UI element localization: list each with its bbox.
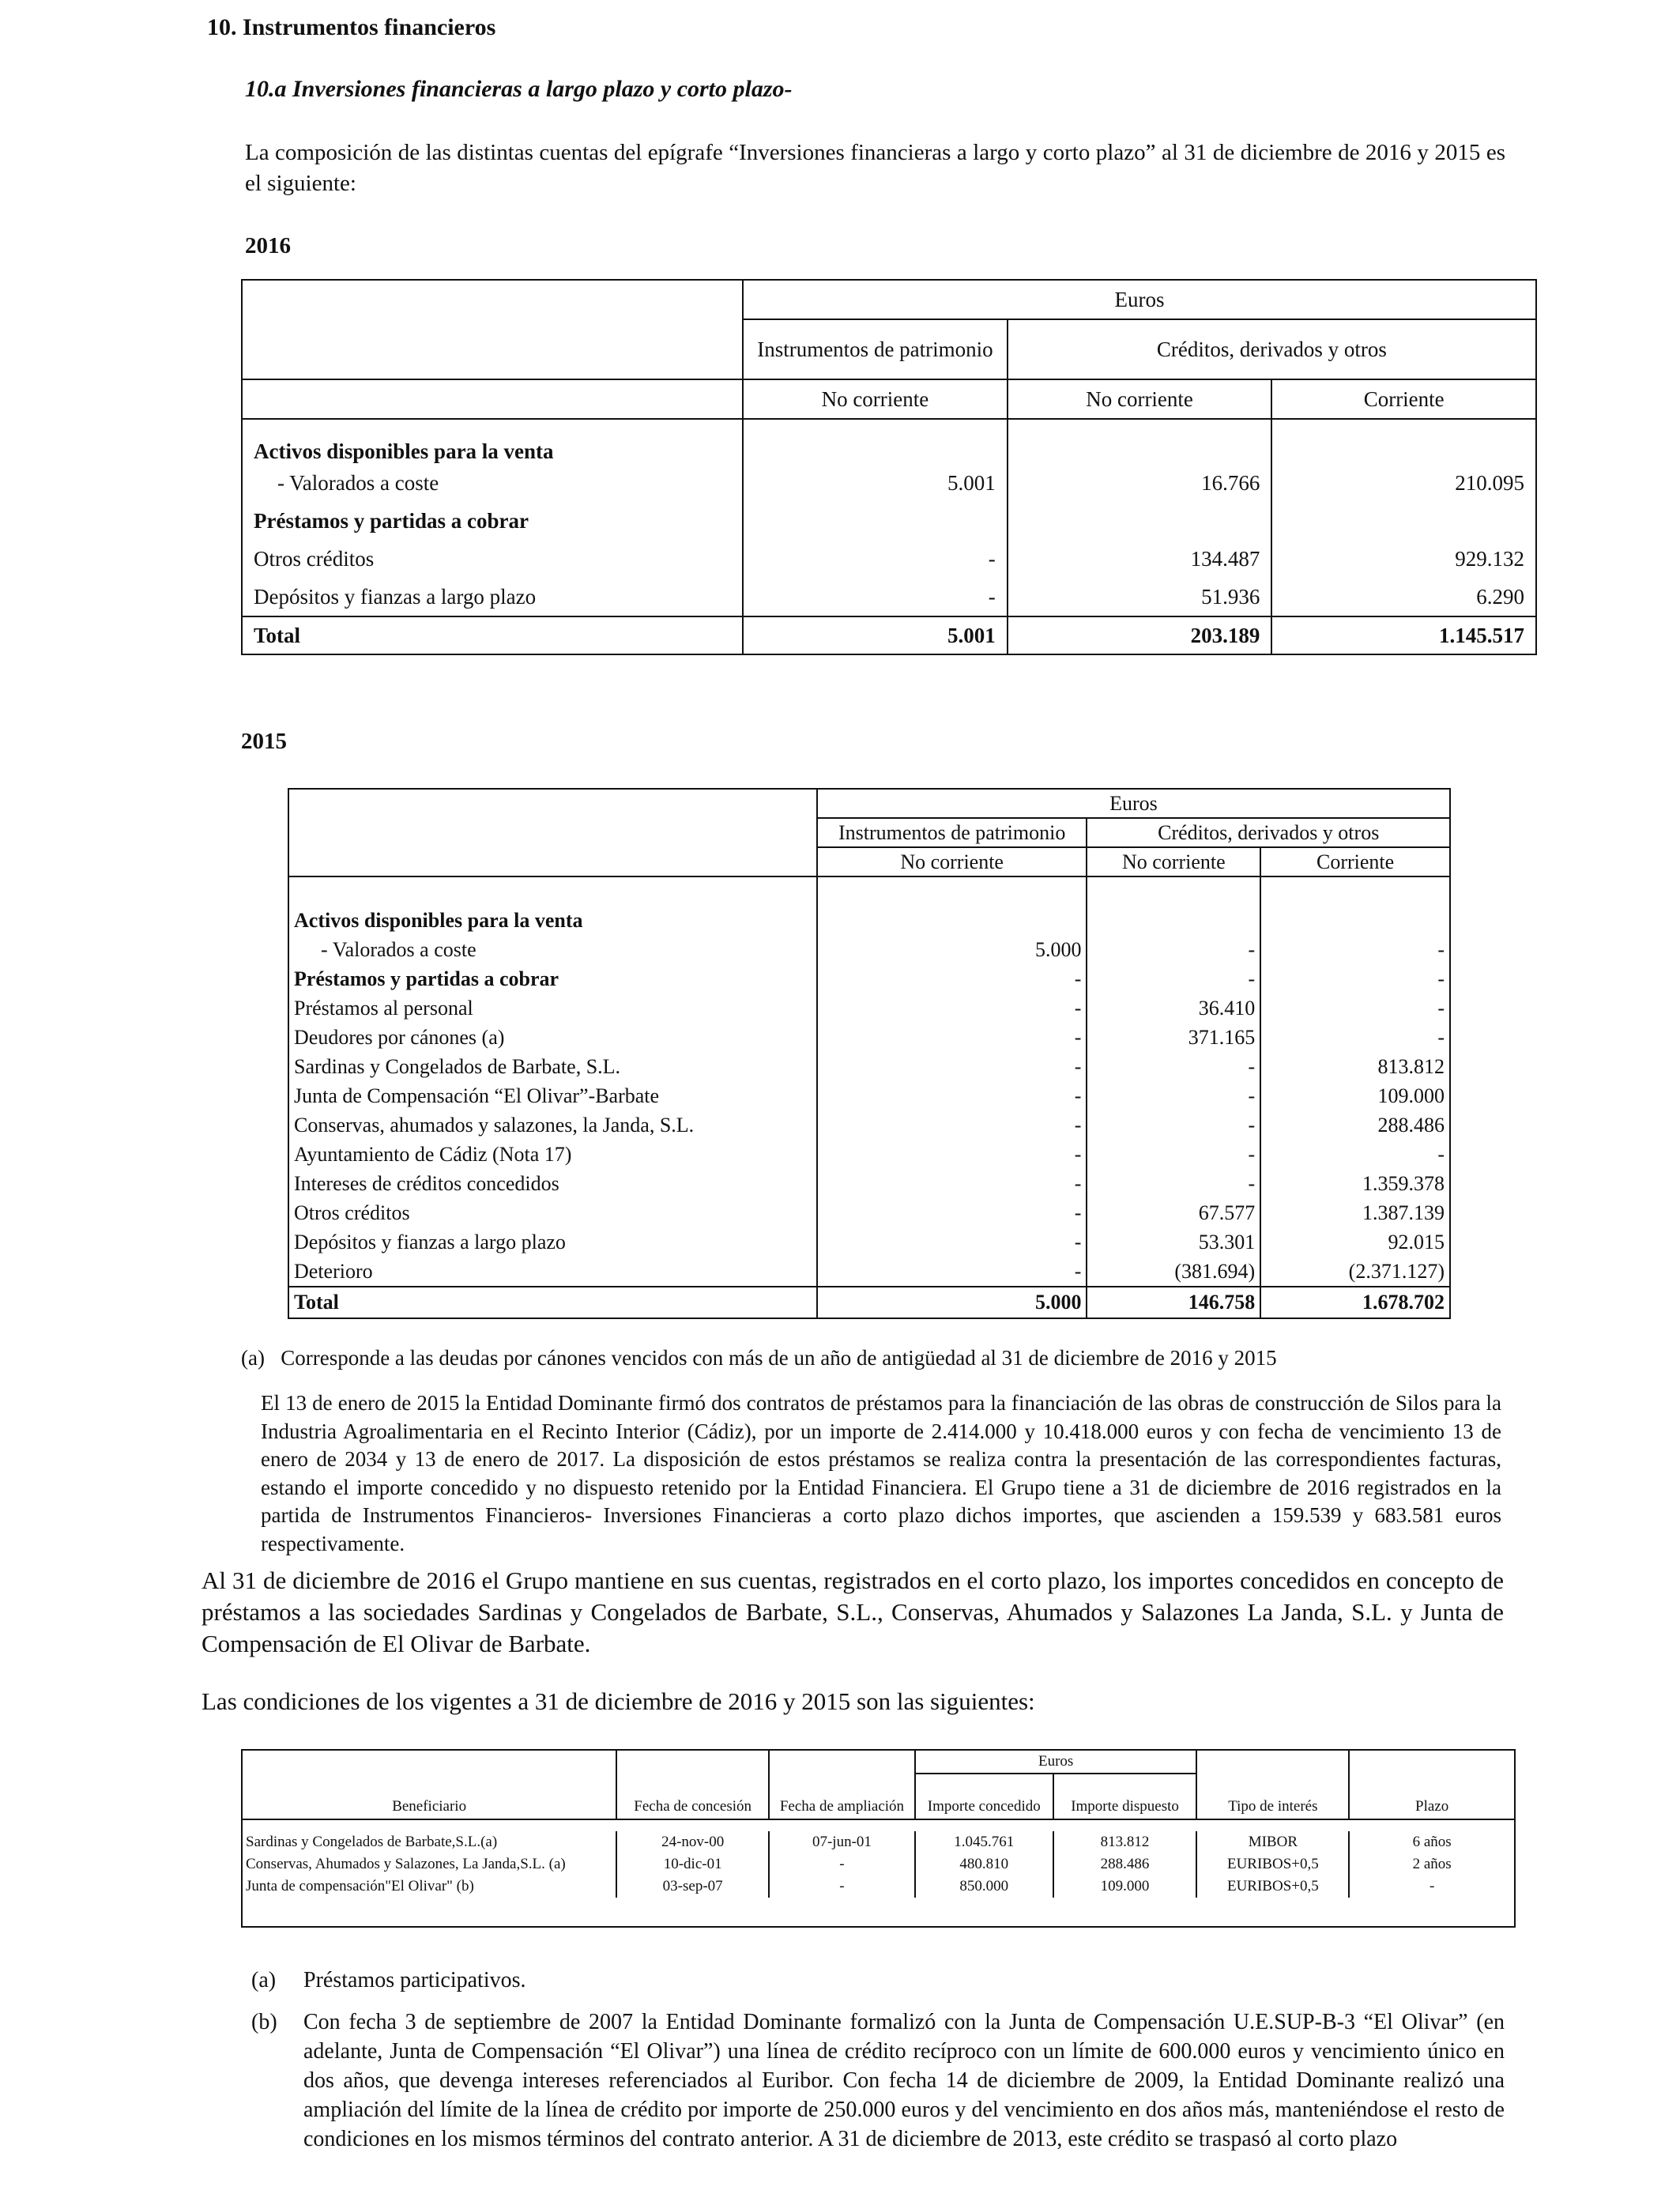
year-heading-2015: 2015 (241, 729, 287, 754)
table-2016-instr-header: Instrumentos de patrimonio (743, 319, 1008, 379)
table-2015-row-label: Préstamos y partidas a cobrar (288, 964, 817, 993)
note-a-marker: (a) (241, 1346, 265, 1370)
table-2015-row (288, 1227, 1450, 1257)
cond-row (242, 1875, 1515, 1898)
table-2015-row (288, 1169, 1450, 1198)
table-2016-cell-a: - (743, 540, 1008, 578)
table-2016-cell-b: 134.487 (1008, 540, 1272, 578)
table-2015-row-label: Ayuntamiento de Cádiz (Nota 17) (288, 1140, 817, 1169)
table-2015-row-label: Junta de Compensación “El Olivar”-Barbate (288, 1081, 817, 1110)
table-2016-cell-c: 6.290 (1271, 578, 1536, 616)
table-2016-row-label: Préstamos y partidas a cobrar (242, 502, 743, 540)
table-2016 (241, 279, 1537, 655)
table-2015-spacer-cell (288, 876, 817, 906)
table-2016-cell-c: 929.132 (1271, 540, 1536, 578)
table-2015-row (288, 1110, 1450, 1140)
table-2016-total-c: 1.145.517 (1271, 616, 1536, 654)
table-2016-cell-b: 51.936 (1008, 578, 1272, 616)
table-2015-cell-b: - (1087, 935, 1260, 964)
table-2015-cell-b: - (1087, 964, 1260, 993)
cond-header-plazo: Plazo (1349, 1750, 1515, 1819)
paragraph-conditions: Las condiciones de los vigentes a 31 de diciembre de 2016 y 2015 son las siguientes: (202, 1687, 1035, 1715)
table-2016-euros-header: Euros (743, 280, 1536, 319)
cond-cell: 10-dic-01 (616, 1853, 769, 1875)
cond-spacer (242, 1819, 1515, 1831)
table-2015-row (288, 1198, 1450, 1227)
cond-header-concedido: Importe concedido (915, 1774, 1053, 1819)
table-2015-total-b: 146.758 (1087, 1287, 1260, 1318)
table-2015-row (288, 935, 1450, 964)
cond-header-euros: Euros (915, 1750, 1197, 1774)
table-2015-spacer-cell (817, 876, 1087, 906)
table-2016-nocorriente-a: No corriente (743, 379, 1008, 419)
cond-cell: 24-nov-00 (616, 1831, 769, 1853)
table-2015-cell-a: - (817, 1169, 1087, 1198)
note-a-text: Corresponde a las deudas por cánones vencidos con más de un año de antigüedad al 31 de diciembre de 2016 y 2015 (281, 1346, 1277, 1370)
cond-cell: 1.045.761 (915, 1831, 1053, 1853)
table-2015-cell-c: - (1260, 1140, 1450, 1169)
table-2016-empty-header (242, 280, 743, 379)
table-2015-row (288, 964, 1450, 993)
table-2016-creditos-header: Créditos, derivados y otros (1008, 319, 1536, 379)
table-2015-cell-c: - (1260, 1023, 1450, 1052)
footnote-b-marker: (b) (251, 2010, 277, 2034)
table-2015-empty-header (288, 789, 817, 876)
table-2015-row (288, 1023, 1450, 1052)
section-title: 10. Instrumentos financieros (207, 14, 496, 40)
table-2015-total-label: Total (288, 1287, 817, 1318)
cond-cell: Conservas, Ahumados y Salazones, La Janda,S.L. (a) (242, 1853, 616, 1875)
table-2015-cell-b: 371.165 (1087, 1023, 1260, 1052)
table-2015-row-label: - Valorados a coste (288, 935, 817, 964)
table-2016-row (242, 502, 1536, 540)
cond-bottom-spacer (242, 1898, 1515, 1927)
table-2016-total-label: Total (242, 616, 743, 654)
table-2016-cell-b: 16.766 (1008, 464, 1272, 502)
table-2015-spacer-cell (1260, 876, 1450, 906)
table-2015-euros-header: Euros (817, 789, 1450, 818)
table-2015-row-label: Deudores por cánones (a) (288, 1023, 817, 1052)
note-a-paragraph: El 13 de enero de 2015 la Entidad Dominante firmó dos contratos de préstamos para la financiación de las obras de construcción de Silos para la Industria Agroalimentaria en el Recinto Interior (Cádiz), por un importe de 2.414.000 y 10.418.000 euros y con fecha de vencimiento 13 de enero de 2034 y 13 de enero de 2017. La disposición de estos préstamos se realiza contra la presentación de las correspondientes facturas, estando el importe concedido y no dispuesto retenido por la Entidad Financiera. El Grupo tiene a 31 de diciembre de 2016 registrados en la partida de Instrumentos Financieros- Inversiones Financieras a corto plazo dichos importes, que ascienden a 159.539 y 683.581 euros respectivamente. (261, 1391, 1501, 1555)
table-2015-cell-a: - (817, 1081, 1087, 1110)
table-2015-row (288, 993, 1450, 1023)
table-2015-cell-b: - (1087, 1140, 1260, 1169)
table-2016-corriente: Corriente (1271, 379, 1536, 419)
table-2016-total-a: 5.001 (743, 616, 1008, 654)
cond-header-ampliacion: Fecha de ampliación (769, 1750, 915, 1819)
table-2015-row-label: Préstamos al personal (288, 993, 817, 1023)
table-2015-cell-a: - (817, 1257, 1087, 1287)
cond-cell: 109.000 (1053, 1875, 1197, 1898)
cond-cell: 2 años (1349, 1853, 1515, 1875)
table-2016-row (242, 540, 1536, 578)
cond-cell: EURIBOS+0,5 (1196, 1853, 1349, 1875)
table-2016-row-label: - Valorados a coste (242, 464, 743, 502)
cond-cell: 813.812 (1053, 1831, 1197, 1853)
table-2015 (288, 788, 1451, 1319)
table-2015-cell-c: 92.015 (1260, 1227, 1450, 1257)
table-2015-cell-b: - (1087, 1052, 1260, 1081)
cond-cell: - (769, 1875, 915, 1898)
table-2015-creditos-header: Créditos, derivados y otros (1087, 818, 1450, 847)
table-2015-cell-a: - (817, 1110, 1087, 1140)
table-2016-cell-c: 210.095 (1271, 464, 1536, 502)
table-2016-row (242, 464, 1536, 502)
table-2015-row (288, 906, 1450, 935)
table-2016-cell-a: 5.001 (743, 464, 1008, 502)
cond-cell: - (769, 1853, 915, 1875)
cond-row (242, 1831, 1515, 1853)
intro-paragraph: La composición de las distintas cuentas del epígrafe “Inversiones financieras a largo y corto plazo” al 31 de diciembre de 2016 y 2015 es el siguiente: (245, 140, 1505, 196)
table-2015-cell-b: 36.410 (1087, 993, 1260, 1023)
table-2015-row-label: Conservas, ahumados y salazones, la Janda, S.L. (288, 1110, 817, 1140)
table-2015-cell-c: - (1260, 964, 1450, 993)
table-2016-total-b: 203.189 (1008, 616, 1272, 654)
table-2015-cell-c: 1.387.139 (1260, 1198, 1450, 1227)
cond-cell: - (1349, 1875, 1515, 1898)
cond-cell: 288.486 (1053, 1853, 1197, 1875)
table-2016-cell-a: - (743, 578, 1008, 616)
table-2015-row-label: Otros créditos (288, 1198, 817, 1227)
table-2016-nocorriente-b: No corriente (1008, 379, 1272, 419)
table-2016-row-label: Depósitos y fianzas a largo plazo (242, 578, 743, 616)
table-2015-cell-a: - (817, 1227, 1087, 1257)
cond-header-beneficiario: Beneficiario (242, 1750, 616, 1819)
table-2015-cell-c: - (1260, 993, 1450, 1023)
cond-cell: Junta de compensación"El Olivar" (b) (242, 1875, 616, 1898)
table-2015-row-label: Deterioro (288, 1257, 817, 1287)
table-2015-cell-b: 67.577 (1087, 1198, 1260, 1227)
table-2015-cell-a: - (817, 1023, 1087, 1052)
table-2015-cell-b: - (1087, 1110, 1260, 1140)
cond-row (242, 1853, 1515, 1875)
table-2015-row (288, 1081, 1450, 1110)
table-2016-row (242, 578, 1536, 616)
table-2016-cell-c (1271, 419, 1536, 464)
table-2015-cell-b: (381.694) (1087, 1257, 1260, 1287)
table-2015-spacer-cell (1087, 876, 1260, 906)
table-2015-cell-c: 813.812 (1260, 1052, 1450, 1081)
table-2015-cell-a (817, 906, 1087, 935)
table-2015-cell-a: 5.000 (817, 935, 1087, 964)
table-2016-row-label: Activos disponibles para la venta (242, 419, 743, 464)
table-2016-cell-b (1008, 502, 1272, 540)
note-a (241, 1344, 1521, 1373)
cond-cell: 6 años (1349, 1831, 1515, 1853)
table-2016-row-label: Otros créditos (242, 540, 743, 578)
table-2015-cell-a: - (817, 964, 1087, 993)
table-2015-row-label: Activos disponibles para la venta (288, 906, 817, 935)
cond-header-concesion: Fecha de concesión (616, 1750, 769, 1819)
table-2015-cell-b: - (1087, 1081, 1260, 1110)
table-2015-cell-b: - (1087, 1169, 1260, 1198)
cond-cell: 480.810 (915, 1853, 1053, 1875)
table-2015-cell-c: 109.000 (1260, 1081, 1450, 1110)
table-2015-cell-a: - (817, 993, 1087, 1023)
cond-cell: 03-sep-07 (616, 1875, 769, 1898)
table-2015-cell-b (1087, 906, 1260, 935)
subsection-title: 10.a Inversiones financieras a largo plazo y corto plazo- (245, 76, 793, 102)
table-2015-row-label: Intereses de créditos concedidos (288, 1169, 817, 1198)
table-2015-nocorriente-b: No corriente (1087, 847, 1260, 876)
paragraph-2016: Al 31 de diciembre de 2016 el Grupo mantiene en sus cuentas, registrados en el corto plazo, los importes concedidos en concepto de préstamos a las sociedades Sardinas y Congelados de Barbate, S.L., Conservas, Ahumados y Salazones La Janda, S.L. y Junta de Compensación de El Olivar de Barbate. (202, 1566, 1504, 1657)
footnote-b-text: Con fecha 3 de septiembre de 2007 la Entidad Dominante formalizó con la Junta de Compensación U.E.SUP-B-3 “El Olivar” (en adelante, Junta de Compensación “El Olivar”) una línea de crédito recíproco con un límite de 600.000 euros y vencimiento único en dos años, que devenga intereses referenciados al Euribor. Con fecha 14 de diciembre de 2009, la Entidad Dominante realizó una ampliación del límite de la línea de crédito por importe de 250.000 euros y del vencimiento en dos años más, manteniéndose el resto de condiciones en los mismos términos del contrato anterior. A 31 de diciembre de 2013, este crédito se traspasó al corto plazo (303, 2010, 1505, 2151)
cond-header-dispuesto: Importe dispuesto (1053, 1774, 1197, 1819)
cond-cell: MIBOR (1196, 1831, 1349, 1853)
table-2015-row-label: Depósitos y fianzas a largo plazo (288, 1227, 817, 1257)
conditions-table (241, 1749, 1516, 1928)
table-2015-cell-c: (2.371.127) (1260, 1257, 1450, 1287)
table-2015-cell-c: 1.359.378 (1260, 1169, 1450, 1198)
year-heading-2016: 2016 (245, 233, 291, 258)
table-2015-instr-header: Instrumentos de patrimonio (817, 818, 1087, 847)
table-2016-cell-c (1271, 502, 1536, 540)
table-2015-row (288, 1140, 1450, 1169)
table-2015-corriente: Corriente (1260, 847, 1450, 876)
table-2016-empty-sub (242, 379, 743, 419)
table-2015-row-label: Sardinas y Congelados de Barbate, S.L. (288, 1052, 817, 1081)
table-2015-cell-c (1260, 906, 1450, 935)
table-2015-row (288, 1257, 1450, 1287)
table-2015-cell-a: - (817, 1140, 1087, 1169)
table-2015-nocorriente-a: No corriente (817, 847, 1087, 876)
table-2016-row (242, 419, 1536, 464)
cond-cell: Sardinas y Congelados de Barbate,S.L.(a) (242, 1831, 616, 1853)
table-2016-cell-b (1008, 419, 1272, 464)
table-2015-cell-b: 53.301 (1087, 1227, 1260, 1257)
cond-cell: 850.000 (915, 1875, 1053, 1898)
table-2015-total-c: 1.678.702 (1260, 1287, 1450, 1318)
table-2015-cell-c: - (1260, 935, 1450, 964)
footnote-a-text: Préstamos participativos. (303, 1968, 526, 1992)
table-2015-cell-a: - (817, 1198, 1087, 1227)
table-2016-cell-a (743, 419, 1008, 464)
cond-header-tipo: Tipo de interés (1196, 1750, 1349, 1819)
table-2015-cell-c: 288.486 (1260, 1110, 1450, 1140)
cond-cell: 07-jun-01 (769, 1831, 915, 1853)
table-2015-row (288, 1052, 1450, 1081)
cond-cell: EURIBOS+0,5 (1196, 1875, 1349, 1898)
footnote-a-marker: (a) (251, 1968, 277, 1992)
table-2015-cell-a: - (817, 1052, 1087, 1081)
table-2015-total-a: 5.000 (817, 1287, 1087, 1318)
table-2016-cell-a (743, 502, 1008, 540)
